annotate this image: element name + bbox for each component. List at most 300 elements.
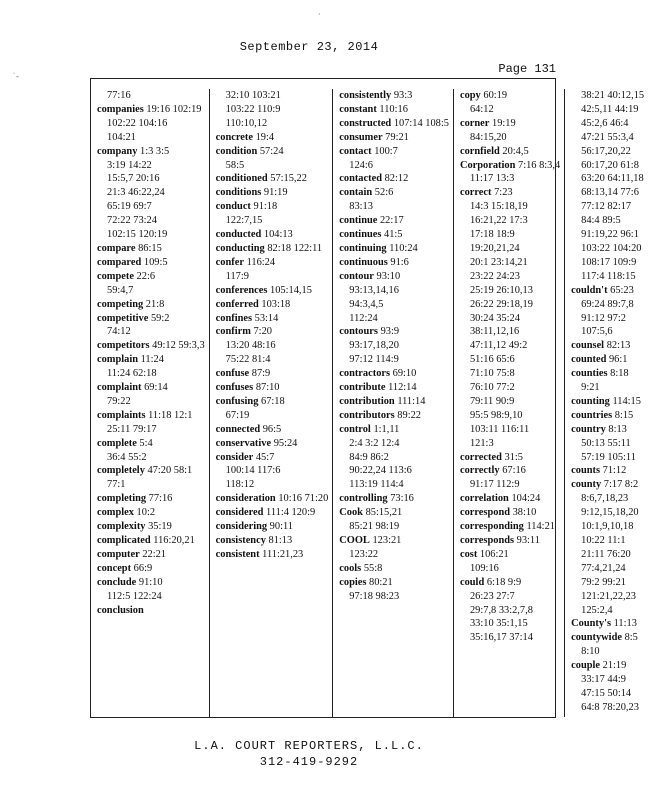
index-reference: 53:14 (254, 312, 279, 324)
index-entry (571, 478, 644, 617)
index-entry (339, 534, 449, 562)
index-reference: 94:3,4,5 (349, 298, 384, 310)
index-term: contractors (339, 368, 391, 380)
reporter-footer (0, 738, 618, 770)
index-reference: 57:15,22 (270, 173, 307, 185)
index-reference: 64:8 78:20,23 (581, 701, 639, 713)
index-reference: 112:14 (388, 382, 417, 394)
stray-mark-left: ˙- (12, 72, 19, 81)
index-entry (216, 395, 329, 423)
index-term: conservative (215, 437, 272, 449)
index-term: control (339, 423, 371, 435)
index-term: contour (339, 270, 374, 282)
index-term: consideration (215, 493, 276, 505)
index-entry (339, 409, 449, 423)
index-term: controlling (339, 493, 388, 505)
index-reference: 77:16 (107, 90, 131, 101)
index-reference: 1:1,11 (373, 423, 400, 435)
index-term: couple (571, 660, 601, 672)
index-entry (460, 117, 560, 145)
index-reference: 21:3 46:22,24 (107, 187, 165, 199)
index-reference: 69:10 (392, 368, 417, 380)
index-reference: 38:21 40:12,15 (581, 90, 645, 101)
index-term: confuse (215, 368, 250, 380)
index-reference: 82:12 (384, 173, 409, 185)
index-term: complaints (97, 409, 146, 421)
index-reference: 35:16,17 37:14 (469, 632, 533, 644)
index-entry (339, 103, 449, 117)
index-reference: 47:11,12 49:2 (469, 340, 528, 352)
index-reference: 30:24 35:24 (469, 312, 520, 324)
index-reference: 73:16 (390, 493, 414, 505)
index-term: counts (571, 465, 601, 477)
index-reference: 7:16 8:3,4 (518, 159, 561, 171)
index-reference: 100:7 (374, 145, 398, 157)
index-reference: 102:15 120:19 (107, 229, 168, 241)
index-reference: 90:22,24 113:6 (349, 465, 412, 477)
index-reference: 20:1 23:14,21 (469, 256, 528, 268)
index-entry (97, 548, 205, 562)
index-term: confirm (215, 326, 251, 338)
index-reference: 111:14 (397, 395, 426, 407)
index-reference: 7:23 (494, 187, 513, 199)
index-term: corresponding (459, 521, 524, 533)
index-reference: 8:18 (610, 368, 629, 380)
index-reference: 97:12 114:9 (349, 354, 399, 366)
index-term: conferences (215, 284, 268, 296)
index-reference: 84:9 86:2 (349, 451, 389, 463)
index-entry (339, 562, 449, 576)
index-term: correctly (459, 465, 500, 477)
reporter-name: L.A. COURT REPORTERS, L.L.C. (194, 739, 424, 753)
index-reference: 60:19 (483, 90, 508, 101)
index-reference: 35:19 (148, 521, 172, 533)
index-reference: 95:5 98:9,10 (469, 409, 523, 421)
index-column (333, 89, 454, 717)
index-term: concrete (215, 131, 253, 143)
index-reference: 47:20 58:1 (147, 465, 193, 477)
index-entry (460, 451, 560, 465)
index-entry (460, 186, 560, 450)
index-entry (339, 214, 449, 228)
index-reference: 110:10,12 (225, 117, 268, 129)
index-reference: 106:21 (479, 548, 509, 560)
index-reference: 82:13 (606, 340, 631, 352)
index-term: consistent (215, 548, 260, 560)
index-reference: 114:21 (526, 521, 555, 533)
index-reference: 21:11 76:20 (581, 548, 631, 560)
index-reference: 11:13 (613, 618, 637, 630)
index-reference: 1:3 3:5 (140, 145, 170, 157)
index-entry (571, 409, 644, 423)
index-reference: 49:12 59:3,3 (152, 340, 205, 352)
index-reference: 16:21,22 17:3 (469, 215, 528, 227)
index-reference: 91:12 97:2 (581, 312, 626, 324)
index-entry (97, 604, 205, 618)
index-reference: 8:13 (608, 423, 627, 435)
index-entry (339, 270, 449, 326)
index-reference: 29:7,8 33:2,7,8 (469, 604, 533, 616)
index-reference: 42:5,11 44:19 (581, 103, 639, 115)
index-entry (460, 548, 560, 576)
index-reference: 36:4 55:2 (107, 451, 147, 463)
index-entry (216, 131, 329, 145)
index-reference: 60:17,20 61:8 (581, 159, 639, 171)
index-entry (97, 256, 205, 270)
index-reference: 10:16 71:20 (278, 493, 329, 505)
index-term: conferred (215, 298, 259, 310)
index-reference: 25:19 26:10,13 (469, 284, 533, 296)
index-reference: 19:16 102:19 (146, 103, 202, 115)
index-term: copies (339, 576, 367, 588)
index-term: computer (97, 548, 140, 560)
index-term: contribute (339, 382, 386, 394)
index-term: complex (97, 507, 134, 519)
index-entry (216, 200, 329, 228)
index-term: complain (97, 354, 138, 366)
index-entry (571, 339, 644, 353)
index-reference: 58:5 (225, 159, 245, 171)
index-entry (97, 409, 205, 437)
index-term: complaint (97, 382, 142, 394)
index-entry (97, 339, 205, 353)
stray-mark-top: · (318, 10, 321, 19)
index-reference: 107:5,6 (581, 326, 613, 338)
index-term: compete (97, 270, 134, 282)
index-reference: 87:10 (255, 382, 280, 394)
index-reference: 83:13 (349, 201, 373, 213)
index-term: concept (97, 562, 132, 574)
index-reference: 79:11 90:9 (469, 395, 515, 407)
index-entry (216, 437, 329, 451)
index-entry (216, 367, 329, 381)
index-reference: 9:21 (581, 382, 600, 394)
index-entry (460, 89, 560, 117)
index-reference: 118:12 (225, 479, 255, 491)
index-reference: 45:7 (255, 451, 275, 463)
index-entry (339, 242, 449, 256)
index-reference: 96:1 (608, 354, 628, 366)
index-term: compared (97, 256, 142, 268)
index-term: confusing (215, 395, 259, 407)
index-reference: 33:17 44:9 (581, 674, 626, 686)
index-term: constant (339, 103, 377, 115)
index-reference: 91:6 (390, 256, 409, 268)
index-reference: 66:9 (133, 562, 153, 574)
index-reference: 63:20 64:11,18 (581, 173, 644, 185)
index-reference: 113:19 114:4 (349, 479, 404, 491)
index-entry (571, 423, 644, 465)
index-reference: 67:19 (225, 409, 250, 421)
index-entry (216, 506, 329, 520)
index-entry (216, 284, 329, 298)
index-reference: 59:4,7 (107, 284, 134, 296)
index-entry (460, 506, 560, 520)
index-reference: 19:20,21,24 (469, 242, 520, 254)
index-term: consistently (339, 90, 392, 101)
index-term: conduct (215, 201, 251, 213)
index-entry (97, 534, 205, 548)
index-reference: 122:7,15 (225, 215, 263, 227)
index-reference: 6:18 9:9 (486, 576, 522, 588)
index-reference: 79:22 (107, 395, 131, 407)
index-entry (97, 312, 205, 340)
index-entry (97, 464, 205, 492)
index-reference: 117:4 118:15 (581, 270, 636, 282)
index-reference: 93:17,18,20 (349, 340, 399, 352)
index-reference: 103:22 110:9 (225, 103, 281, 115)
index-term: consistency (215, 535, 266, 546)
index-reference: 123:22 (349, 548, 379, 560)
index-reference: 104:24 (511, 493, 541, 505)
index-reference: 76:10 77:2 (469, 382, 515, 394)
index-term: Corporation (459, 159, 516, 171)
index-reference: 26:23 27:7 (469, 590, 515, 602)
index-term: continuous (339, 256, 388, 268)
index-entry (216, 172, 329, 186)
index-term: COOL (339, 535, 370, 546)
index-reference: 56:17,20,22 (581, 145, 631, 157)
index-entry (216, 312, 329, 326)
index-entry (339, 256, 449, 270)
index-term: corrected (459, 451, 502, 463)
index-reference: 84:4 89:5 (581, 215, 621, 227)
index-reference: 111:4 120:9 (266, 507, 316, 519)
index-column (454, 89, 565, 717)
page-number-label: Page 131 (498, 62, 556, 76)
index-reference: 69:14 (144, 382, 168, 394)
word-index-box (90, 78, 645, 718)
index-reference: 79:21 (385, 131, 409, 143)
index-entry (339, 325, 449, 367)
index-reference: 65:23 (610, 284, 634, 296)
index-reference: 8:5 (624, 632, 638, 644)
index-entry (339, 381, 449, 395)
index-reference: 79:2 99:21 (581, 576, 626, 588)
index-entry (216, 298, 329, 312)
index-entry (216, 534, 329, 548)
index-term: completely (97, 465, 145, 477)
index-reference: 107:14 108:5 (393, 117, 449, 129)
index-reference: 38:10 (512, 507, 537, 519)
page-header-date: September 23, 2014 (239, 40, 379, 54)
index-reference: 5:4 (139, 437, 153, 449)
index-reference: 84:15,20 (469, 131, 507, 143)
index-reference: 11:24 (140, 354, 164, 366)
index-reference: 22:21 (142, 548, 166, 560)
index-reference: 93:10 (376, 270, 401, 282)
index-reference: 11:18 12:1 (148, 409, 193, 421)
index-entry (216, 186, 329, 200)
index-reference: 57:19 105:11 (581, 451, 636, 463)
index-reference: 50:13 55:11 (581, 437, 631, 449)
index-entry (339, 395, 449, 409)
index-reference: 104:13 (263, 229, 293, 241)
index-reference: 8:10 (581, 646, 600, 658)
index-entry (339, 228, 449, 242)
index-term: contact (339, 145, 372, 157)
index-term: confer (215, 256, 244, 268)
index-reference: 25:11 79:17 (107, 423, 157, 435)
index-column (91, 89, 210, 717)
index-reference: 93:11 (516, 535, 540, 546)
index-entry (216, 325, 329, 367)
index-entry (216, 492, 329, 506)
index-reference: 69:24 89:7,8 (581, 298, 634, 310)
index-term: completing (97, 493, 147, 505)
index-reference: 67:18 (261, 395, 285, 407)
index-entry (97, 562, 205, 576)
index-reference: 8:6,7,18,23 (581, 493, 629, 505)
index-term: correct (459, 187, 492, 199)
index-reference: 109:16 (469, 562, 499, 574)
index-entry (571, 659, 644, 715)
index-term: complexity (97, 521, 146, 533)
index-entry (97, 270, 205, 298)
index-entry (97, 145, 205, 242)
index-reference: 97:18 98:23 (349, 590, 400, 602)
index-entry (97, 492, 205, 506)
index-term: county (571, 479, 602, 491)
index-term: complete (97, 437, 137, 449)
index-reference: 13:20 48:16 (225, 340, 276, 352)
index-entry (216, 228, 329, 242)
index-reference: 91:18 (253, 201, 278, 213)
index-reference: 47:15 50:14 (581, 687, 632, 699)
index-entry (339, 367, 449, 381)
index-term: counsel (571, 340, 605, 352)
index-entry (571, 367, 644, 395)
index-reference: 91:17 112:9 (469, 479, 520, 491)
index-entry (460, 159, 560, 187)
reporter-phone: 312-419-9292 (259, 755, 359, 769)
index-entry (97, 437, 205, 465)
index-entry (571, 617, 644, 631)
index-term: contributors (339, 409, 395, 421)
index-reference: 32:10 103:21 (225, 90, 281, 101)
index-entry (339, 506, 449, 534)
index-term: continues (339, 229, 382, 241)
index-reference: 116:20,21 (153, 535, 195, 546)
index-term: competitive (97, 312, 149, 324)
index-reference: 3:19 14:22 (107, 159, 152, 171)
index-entry (216, 145, 329, 173)
index-term: consider (215, 451, 254, 463)
index-reference: 65:19 69:7 (107, 201, 152, 213)
index-term: countries (571, 409, 613, 421)
index-term: complicated (97, 535, 151, 546)
index-reference: 14:3 15:18,19 (469, 201, 528, 213)
index-reference: 71:12 (602, 465, 627, 477)
index-reference: 117:9 (225, 270, 249, 282)
index-entry (571, 631, 644, 659)
index-term: confines (215, 312, 253, 324)
index-entry (460, 492, 560, 506)
index-term: cools (339, 562, 362, 574)
index-entry (97, 298, 205, 312)
index-entry (571, 353, 644, 367)
index-entry (216, 381, 329, 395)
index-reference: 38:11,12,16 (469, 326, 520, 338)
index-reference: 91:19,22 96:1 (581, 229, 639, 241)
index-entry (339, 145, 449, 173)
index-reference: 111:21,23 (262, 548, 304, 560)
index-reference: 52:6 (374, 187, 394, 199)
index-reference: 11:17 13:3 (469, 173, 515, 185)
index-entry (216, 520, 329, 534)
index-reference: 33:10 35:1,15 (469, 618, 528, 630)
index-term: competitors (97, 340, 150, 352)
index-term: counted (571, 354, 607, 366)
index-term: conclude (97, 576, 137, 588)
index-term: company (97, 145, 138, 157)
index-term: contacted (339, 173, 382, 185)
index-reference: 121:3 (469, 437, 494, 449)
index-reference: 20:4,5 (502, 145, 529, 157)
index-reference: 72:22 73:24 (107, 215, 157, 227)
index-term: copy (459, 90, 481, 101)
index-reference: 112:5 122:24 (107, 590, 162, 602)
index-reference: 77:4,21,24 (581, 562, 626, 574)
index-entry (339, 89, 449, 103)
index-reference: 81:13 (268, 535, 293, 546)
index-reference: 95:24 (273, 437, 298, 449)
index-entry (97, 89, 205, 103)
index-entry (97, 103, 205, 145)
index-reference: 96:5 (262, 423, 282, 435)
index-reference: 51:16 65:6 (469, 354, 515, 366)
index-entry (460, 534, 560, 548)
index-term: compare (97, 242, 136, 254)
index-entry (571, 395, 644, 409)
index-term: contribution (339, 395, 395, 407)
index-entry (339, 131, 449, 145)
index-term: contours (339, 326, 378, 338)
index-reference: 85:15,21 (365, 507, 403, 519)
index-reference: 91:19 (263, 187, 288, 199)
index-term: considering (215, 521, 268, 533)
index-term: conducted (215, 229, 262, 241)
index-term: counties (571, 368, 608, 380)
index-reference: 64:12 (469, 103, 494, 115)
index-reference: 112:24 (349, 312, 378, 324)
index-term: counting (571, 395, 610, 407)
index-entry (339, 186, 449, 214)
index-reference: 77:1 (107, 479, 126, 491)
index-term: consumer (339, 131, 383, 143)
index-term: country (571, 423, 606, 435)
index-term: confuses (215, 382, 254, 394)
index-reference: 102:22 104:16 (107, 117, 168, 129)
index-reference: 21:19 (602, 660, 627, 672)
index-term: corner (459, 117, 490, 129)
index-reference: 22:6 (136, 270, 156, 282)
index-reference: 59:2 (150, 312, 170, 324)
index-entry (97, 576, 205, 604)
index-reference: 125:2,4 (581, 604, 613, 616)
index-reference: 105:14,15 (270, 284, 312, 296)
index-reference: 47:21 55:3,4 (581, 131, 634, 143)
index-term: continuing (339, 242, 387, 254)
index-term: contain (339, 187, 373, 199)
index-entry (339, 423, 449, 493)
index-reference: 7:17 8:2 (603, 479, 639, 491)
index-reference: 93:9 (380, 326, 400, 338)
index-reference: 91:10 (138, 576, 163, 588)
index-entry (571, 89, 644, 284)
index-entry (216, 548, 329, 562)
index-reference: 10:1,9,10,18 (581, 521, 634, 533)
